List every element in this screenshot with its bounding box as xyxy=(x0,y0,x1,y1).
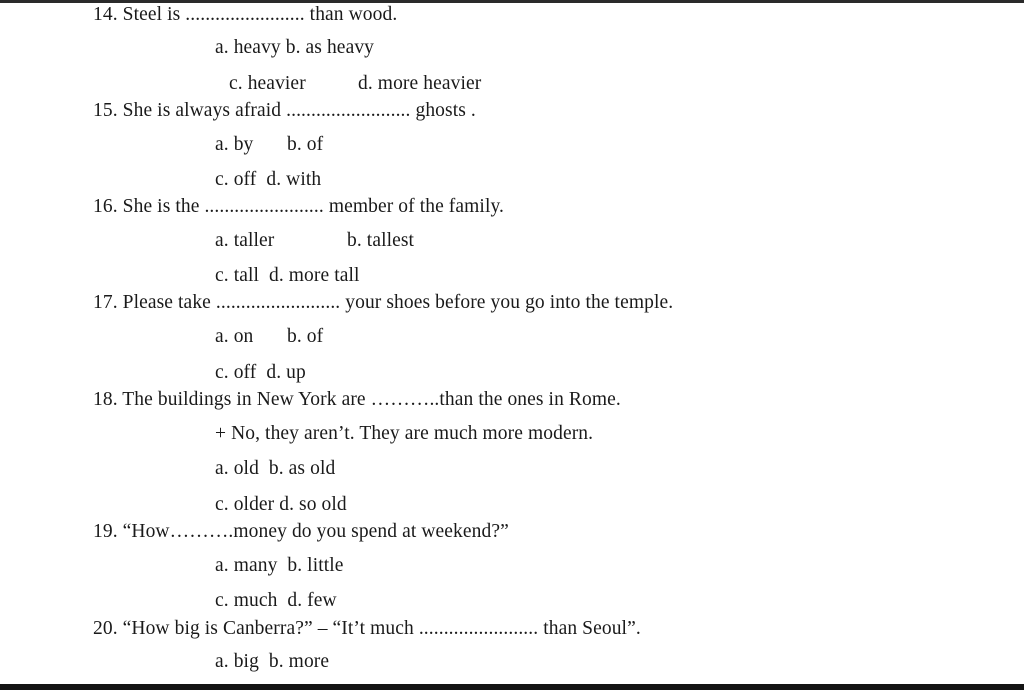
question-19-option-a-b: a. many b. little xyxy=(215,555,344,576)
question-20-stem: 20. “How big is Canberra?” – “It’t much ........................ than Seoul”. xyxy=(93,618,641,639)
question-19-stem: 19. “How……….money do you spend at weekend?” xyxy=(93,521,509,542)
question-17-stem: 17. Please take ......................... your shoes before you go into the temple. xyxy=(93,292,674,313)
question-17-option-b: b. of xyxy=(287,326,324,347)
question-14-option-a-b: a. heavy b. as heavy xyxy=(215,37,375,58)
question-16-option-b: b. tallest xyxy=(347,230,415,251)
question-18-stem: 18. The buildings in New York are ………..than the ones in Rome. xyxy=(93,389,621,410)
question-18-response: + No, they aren’t. They are much more modern. xyxy=(215,423,594,444)
question-16-stem: 16. She is the ........................ member of the family. xyxy=(93,196,505,217)
question-17-option-a: a. on xyxy=(215,326,254,347)
question-14-stem: 14. Steel is ........................ than wood. xyxy=(93,4,398,25)
question-19-option-c-d: c. much d. few xyxy=(215,590,337,611)
question-15-option-c-d: c. off d. with xyxy=(215,169,322,190)
question-14-option-c: c. heavier xyxy=(229,73,306,94)
question-15-option-b: b. of xyxy=(287,134,324,155)
question-14-option-d: d. more heavier xyxy=(358,73,482,94)
question-16-option-a: a. taller xyxy=(215,230,275,251)
bottom-border xyxy=(0,684,1024,690)
question-16-option-c-d: c. tall d. more tall xyxy=(215,265,360,286)
question-17-option-c-d: c. off d. up xyxy=(215,362,306,383)
question-18-option-a-b: a. old b. as old xyxy=(215,458,336,479)
question-18-option-c-d: c. older d. so old xyxy=(215,494,347,515)
question-15-stem: 15. She is always afraid ......................... ghosts . xyxy=(93,100,476,121)
question-20-option-a-b: a. big b. more xyxy=(215,651,330,672)
question-15-option-a: a. by xyxy=(215,134,254,155)
